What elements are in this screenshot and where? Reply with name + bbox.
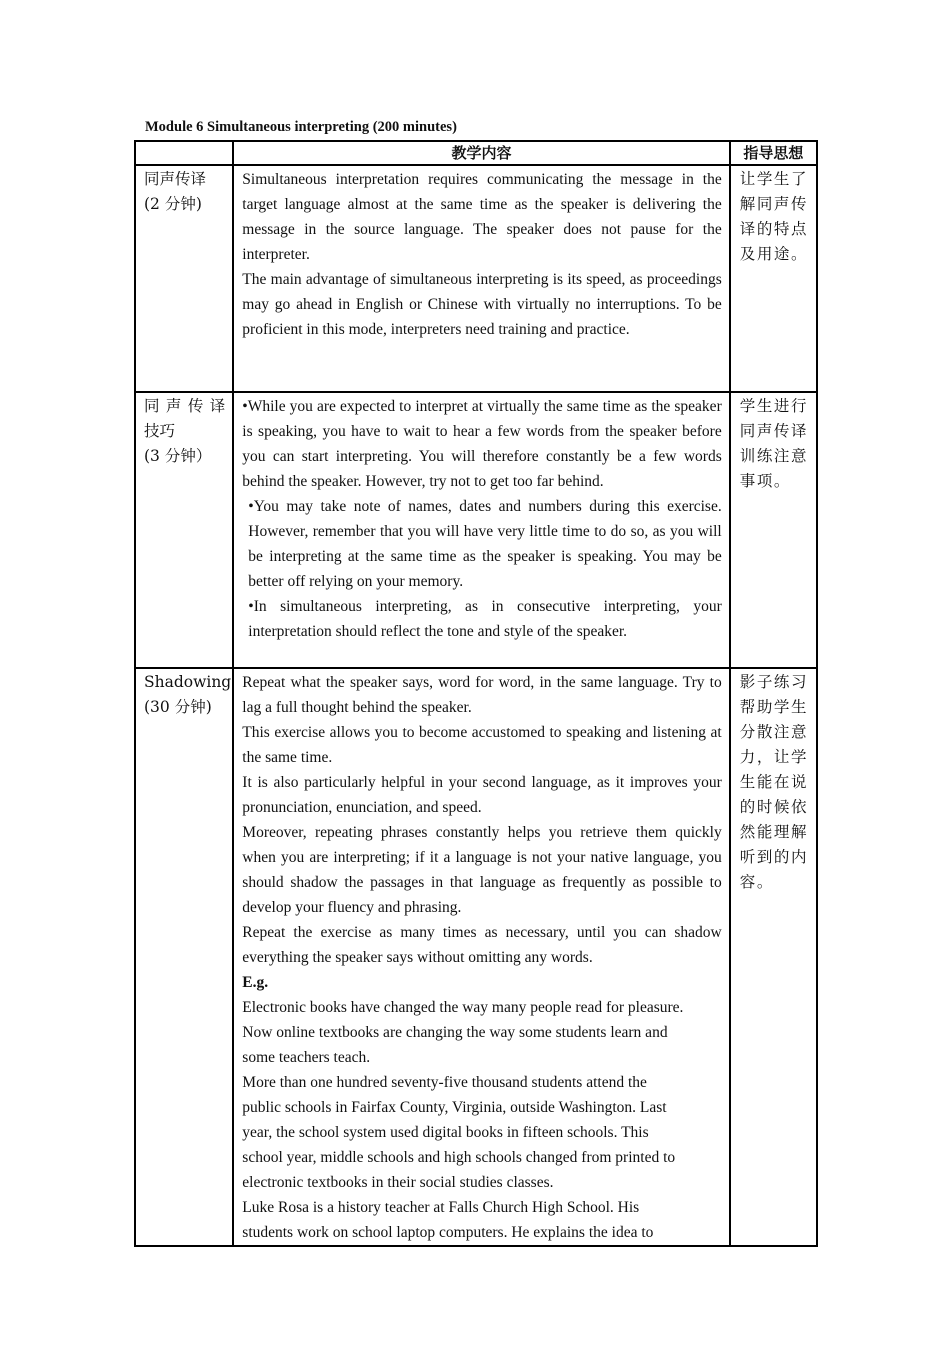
example-line: Now online textbooks are changing the way some students learn and [242, 1024, 668, 1041]
example-label: E.g. [242, 974, 269, 991]
content-cell [233, 668, 729, 1246]
guide-cell: 影子练习帮助学生分散注意力，让学生能在说的时候依然能理解听到的内容。 [730, 668, 817, 1246]
content-cell [233, 392, 729, 668]
content-paragraph: Moreover, repeating phrases constantly helps you retrieve them quickly when you are interpreting; if it a language is not your native language, you should shadow the passages in that language as frequently as possible to develop your fluency and phrasing. [242, 824, 722, 916]
example-paragraph [242, 1070, 721, 1195]
lesson-plan-table [134, 140, 818, 1247]
example-line: year, the school system used digital books in fifteen schools. This [242, 1124, 649, 1141]
topic-cell [135, 165, 233, 392]
topic-line: (2 分钟) [144, 195, 202, 213]
content-paragraph: •While you are expected to interpret at virtually the same time as the speaker is speaking, you have to wait to hear a few words from the speaker before you can start interpreting. You will therefore constantly be a few words behind the speaker. However, try not to get too far behind. [242, 398, 722, 490]
table-row [135, 165, 817, 392]
content-paragraph: The main advantage of simultaneous interpreting is its speed, as proceedings may go ahead in English or Chinese with virtually no interruptions. To be proficient in this mode, interpreters need training and practice. [242, 271, 722, 338]
table-row [135, 392, 817, 668]
topic-line: (3 分钟） [144, 447, 212, 465]
topic-line: 同 声 传 译 [144, 397, 226, 415]
content-paragraph: Repeat what the speaker says, word for word, in the same language. Try to lag a full thought behind the speaker. [242, 674, 722, 716]
topic-line: Shadowing [144, 673, 232, 691]
table-row [135, 668, 817, 1246]
content-paragraph: This exercise allows you to become accustomed to speaking and listening at the same time. [242, 724, 722, 766]
content-paragraph: Simultaneous interpretation requires communicating the message in the target language almost at the same time as the speaker is delivering the message in the source language. The speaker does not pause for the interpreter. [242, 171, 722, 263]
topic-cell [135, 668, 233, 1246]
content-cell [233, 165, 729, 392]
example-line: students work on school laptop computers. He explains the idea to [242, 1224, 654, 1241]
example-line: More than one hundred seventy-five thousand students attend the [242, 1074, 647, 1091]
page-title: Module 6 Simultaneous interpreting (200 minutes) [145, 119, 457, 135]
table-header-row [135, 141, 817, 165]
content-paragraph: •In simultaneous interpreting, as in consecutive interpreting, your interpretation should reflect the tone and style of the speaker. [248, 598, 722, 640]
guide-cell: 学生进行同声传译训练注意事项。 [730, 392, 817, 668]
content-paragraph: •You may take note of names, dates and numbers during this exercise. However, remember that you will have very little time to do so, as you will be interpreting at the same time as the speaker is speaking. You may be better off relying on your memory. [248, 498, 722, 590]
example-line: public schools in Fairfax County, Virginia, outside Washington. Last [242, 1099, 667, 1116]
example-line: some teachers teach. [242, 1049, 371, 1066]
content-paragraph: It is also particularly helpful in your second language, as it improves your pronunciation, enunciation, and speed. [242, 774, 722, 816]
topic-line: (30 分钟) [144, 698, 212, 716]
header-content: 教学内容 [233, 141, 729, 165]
topic-line: 技巧 [144, 422, 176, 440]
example-line: Luke Rosa is a history teacher at Falls Church High School. His [242, 1199, 640, 1216]
topic-line: 同声传译 [144, 170, 207, 188]
example-paragraph [242, 1195, 721, 1245]
example-paragraph [242, 995, 721, 1070]
example-line: Electronic books have changed the way many people read for pleasure. [242, 999, 684, 1016]
example-line: electronic textbooks in their social studies classes. [242, 1174, 554, 1191]
guide-cell: 让学生了解同声传译的特点及用途。 [730, 165, 817, 392]
topic-cell [135, 392, 233, 668]
content-paragraph: Repeat the exercise as many times as necessary, until you can shadow everything the speaker says without omitting any words. [242, 924, 722, 966]
header-guide: 指导思想 [730, 141, 817, 165]
example-line: school year, middle schools and high schools changed from printed to [242, 1149, 676, 1166]
